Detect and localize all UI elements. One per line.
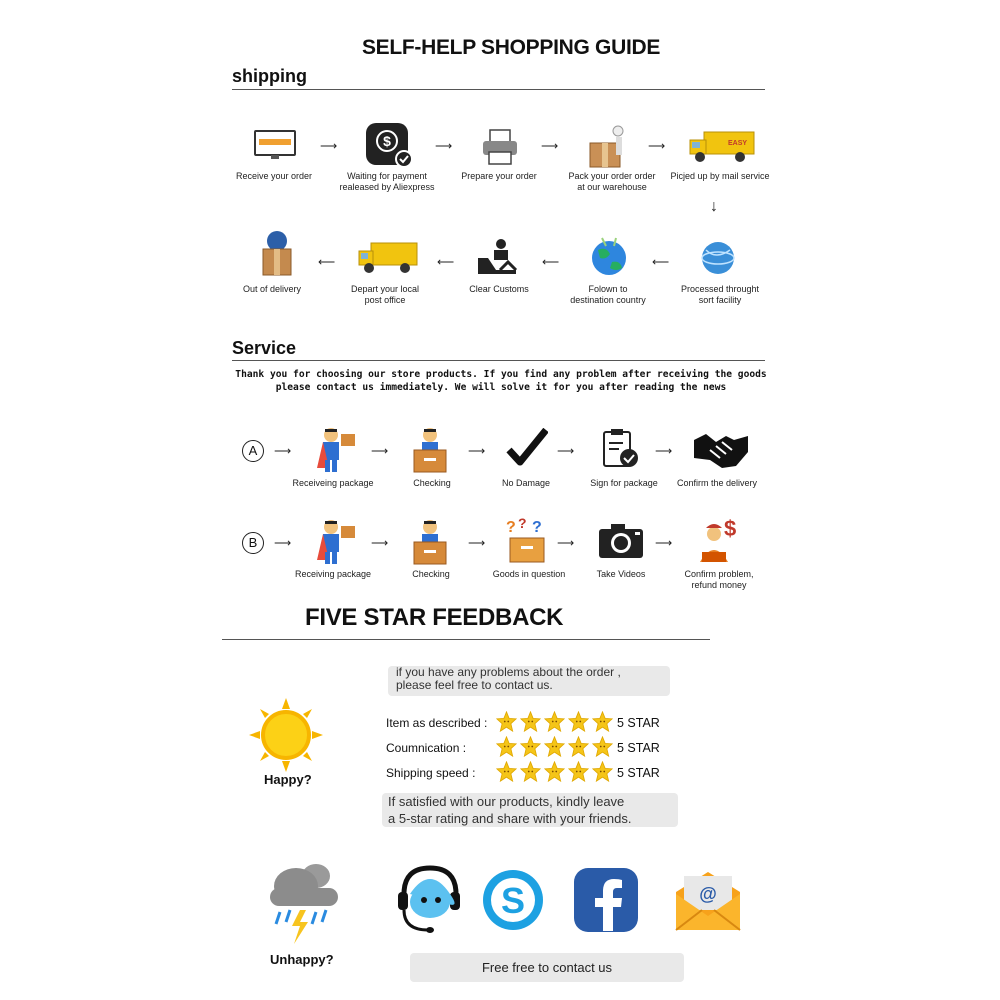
truck-icon — [688, 131, 756, 163]
globe-icon — [698, 238, 738, 278]
star-icon — [592, 736, 613, 757]
bubble-line: a 5-star rating and share with your friends. — [388, 811, 632, 826]
hero-package-icon — [315, 518, 359, 566]
step-caption: Sign for package — [590, 478, 658, 488]
rating-value: 5 STAR — [617, 741, 660, 755]
star-icon — [520, 736, 541, 757]
checkmark-icon — [506, 428, 548, 468]
arrow-right-icon: ⟶ — [468, 536, 486, 550]
step-caption: Confirm the delivery — [676, 478, 758, 488]
storm-cloud-icon — [266, 860, 342, 952]
svg-text:?: ? — [506, 519, 516, 536]
step-caption: Picjed up by mail service — [670, 171, 770, 181]
star-icon — [592, 761, 613, 782]
monitor-icon — [254, 130, 296, 160]
skype-icon — [481, 868, 545, 932]
star-icon — [592, 711, 613, 732]
rating-label: Coumnication : — [386, 741, 467, 755]
arrow-right-icon: ⟶ — [557, 444, 575, 458]
arrow-right-icon: ⟶ — [274, 444, 292, 458]
step-caption: Folown to destination country — [570, 284, 646, 305]
happy-label: Happy? — [264, 772, 312, 787]
svg-text:@: @ — [699, 884, 717, 904]
facebook-icon — [573, 867, 639, 933]
clipboard-check-icon — [602, 428, 640, 470]
step-caption: Receiving package — [294, 569, 372, 579]
star-icon — [520, 711, 541, 732]
rating-value: 5 STAR — [617, 766, 660, 780]
email-icon — [674, 870, 742, 932]
svg-text:$: $ — [724, 516, 737, 541]
arrow-right-icon: ⟶ — [371, 536, 389, 550]
refund-icon — [696, 514, 746, 566]
contact-hint-bubble — [388, 666, 670, 696]
star-icon — [496, 736, 517, 757]
arrow-right-icon: ⟶ — [541, 139, 559, 153]
step-caption: Take Videos — [596, 569, 646, 579]
arrow-right-icon: ⟶ — [468, 444, 486, 458]
checking-box-icon — [410, 426, 452, 474]
arrow-down-icon: ↓ — [710, 198, 718, 215]
page-title: SELF-HELP SHOPPING GUIDE — [361, 36, 661, 59]
step-caption: Pack your order order at our warehouse — [568, 171, 656, 192]
star-icon — [520, 761, 541, 782]
rating-request-bubble — [382, 793, 678, 827]
earth-icon — [588, 236, 630, 278]
arrow-right-icon: ⟶ — [655, 536, 673, 550]
step-caption: Depart your local post office — [350, 284, 420, 305]
star-icon — [544, 711, 565, 732]
step-caption: Clear Customs — [469, 284, 529, 294]
star-rating — [496, 736, 613, 757]
svg-text:S: S — [500, 880, 526, 921]
arrow-right-icon: ⟶ — [320, 139, 338, 153]
van-icon — [357, 242, 419, 274]
customs-icon — [476, 238, 518, 276]
svg-text:$: $ — [383, 133, 391, 149]
svg-text:EASY: EASY — [728, 140, 748, 147]
arrow-right-icon: ⟶ — [648, 139, 666, 153]
hero-package-icon — [315, 426, 359, 474]
camera-icon — [597, 522, 645, 560]
payment-shield-icon — [365, 122, 415, 168]
step-caption: Checking — [413, 478, 451, 488]
row-b-marker: B — [242, 532, 264, 554]
headset-support-icon — [396, 864, 460, 936]
feedback-divider — [222, 639, 710, 640]
shipping-heading: shipping — [232, 66, 307, 86]
unhappy-label: Unhappy? — [270, 952, 334, 967]
bubble-line: if you have any problems about the order , — [396, 665, 621, 679]
step-caption: Confirm problem, refund money — [684, 569, 754, 590]
svg-text:?: ? — [532, 519, 542, 536]
row-a-marker: A — [242, 440, 264, 462]
star-icon — [496, 711, 517, 732]
arrow-right-icon: ⟶ — [371, 444, 389, 458]
question-box-icon — [504, 516, 550, 564]
step-caption: Receiveing package — [292, 478, 374, 488]
step-caption: Goods in question — [492, 569, 566, 579]
delivery-box-icon — [259, 229, 295, 277]
star-icon — [568, 711, 589, 732]
notice-line: please contact us immediately. We will solve it for you after reading the news — [275, 382, 727, 393]
sun-icon — [248, 697, 324, 773]
svg-text:?: ? — [518, 516, 527, 531]
rating-value: 5 STAR — [617, 716, 660, 730]
star-icon — [568, 761, 589, 782]
service-heading: Service — [232, 338, 297, 358]
box-worker-icon — [588, 123, 632, 169]
arrow-left-icon: ⟵ — [318, 255, 336, 269]
contact-us-button[interactable]: Free free to contact us — [410, 953, 684, 982]
step-caption: Out of delivery — [242, 284, 302, 294]
star-icon — [544, 736, 565, 757]
arrow-right-icon: ⟶ — [274, 536, 292, 550]
step-caption: Receive your order — [235, 171, 313, 181]
star-icon — [544, 761, 565, 782]
rating-label: Item as described : — [386, 716, 488, 730]
handshake-icon — [692, 430, 750, 470]
notice-line: Thank you for choosing our store products. If you find any problem after receiving the goods — [235, 369, 767, 380]
star-rating — [496, 711, 613, 732]
arrow-right-icon: ⟶ — [435, 139, 453, 153]
bubble-line: please feel free to contact us. — [396, 678, 553, 692]
step-caption: Checking — [412, 569, 450, 579]
star-rating — [496, 761, 613, 782]
arrow-right-icon: ⟶ — [655, 444, 673, 458]
step-caption: No Damage — [501, 478, 551, 488]
arrow-left-icon: ⟵ — [652, 255, 670, 269]
step-caption: Prepare your order — [461, 171, 537, 181]
star-icon — [568, 736, 589, 757]
arrow-left-icon: ⟵ — [437, 255, 455, 269]
arrow-right-icon: ⟶ — [557, 536, 575, 550]
checking-box-icon — [410, 518, 452, 566]
rating-label: Shipping speed : — [386, 766, 476, 780]
star-icon — [496, 761, 517, 782]
shipping-divider — [232, 89, 765, 90]
printer-icon — [481, 128, 519, 166]
feedback-heading: FIVE STAR FEEDBACK — [305, 604, 564, 631]
bubble-line: If satisfied with our products, kindly leave — [388, 794, 625, 809]
service-notice — [222, 368, 780, 394]
step-caption: Processed throught sort facility — [680, 284, 760, 305]
step-caption: Waiting for payment realeased by Aliexpress — [339, 171, 435, 192]
arrow-left-icon: ⟵ — [542, 255, 560, 269]
service-divider — [232, 360, 765, 361]
